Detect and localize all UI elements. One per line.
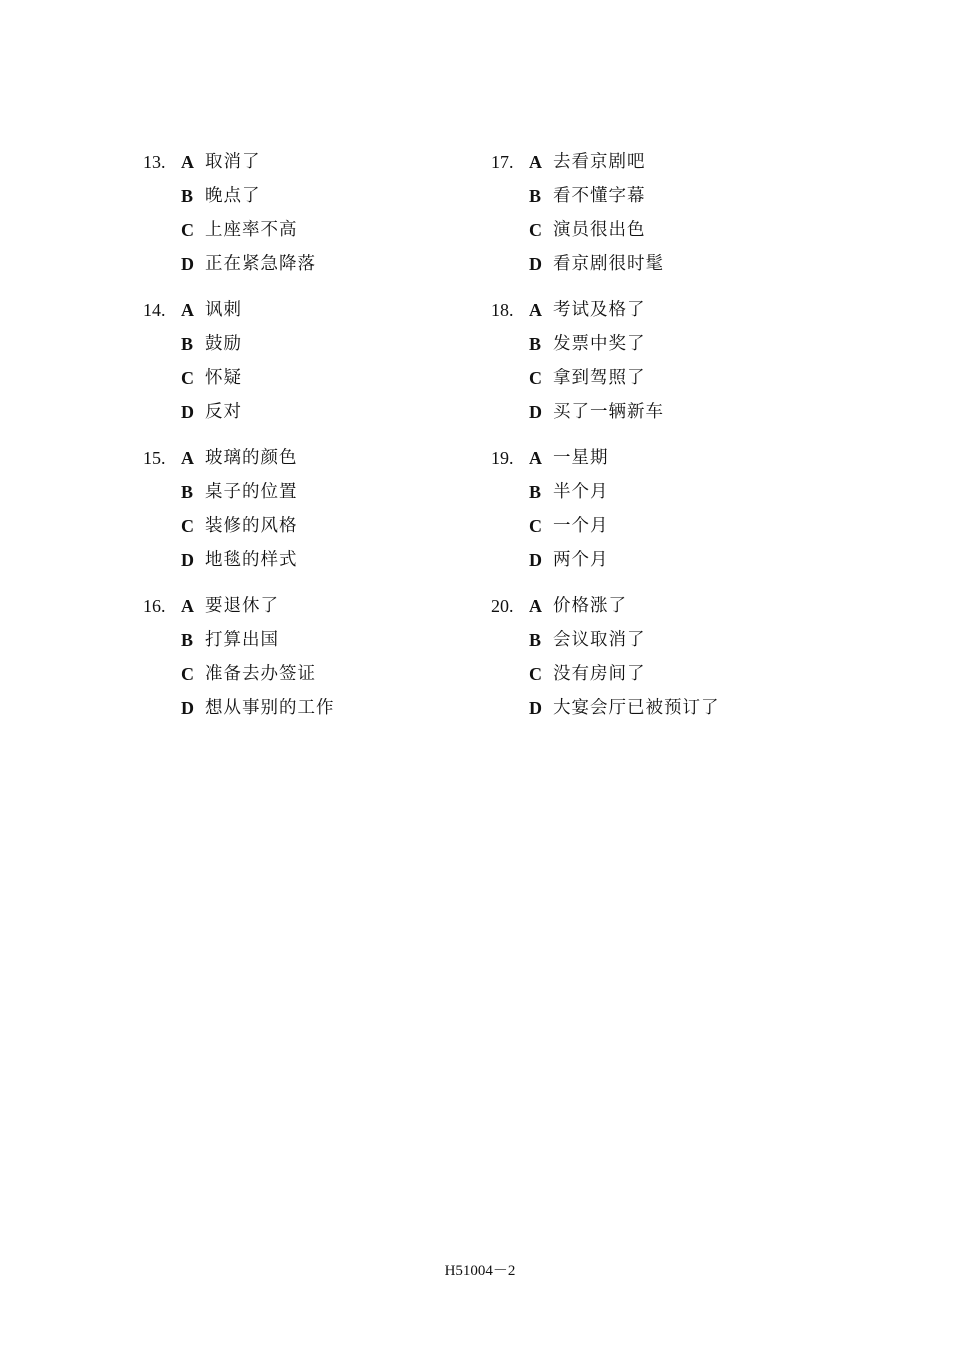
answer-option — [143, 179, 483, 213]
option-text: 上座率不高 — [205, 220, 298, 240]
option-text: 地毯的样式 — [205, 550, 298, 570]
answer-option — [143, 361, 483, 395]
option-text: 价格涨了 — [553, 596, 627, 616]
answer-option — [143, 327, 483, 361]
option-letter: D — [181, 698, 194, 718]
option-text: 怀疑 — [205, 368, 242, 388]
answer-option — [491, 623, 831, 657]
option-letter: B — [529, 186, 542, 206]
option-text: 没有房间了 — [553, 664, 646, 684]
answer-option — [491, 179, 831, 213]
option-letter: C — [529, 220, 542, 240]
option-letter: C — [181, 664, 194, 684]
question-number: 14. — [143, 300, 166, 320]
question-number: 19. — [491, 448, 514, 468]
option-text: 买了一辆新车 — [553, 402, 664, 422]
answer-option — [143, 145, 483, 179]
answer-option — [143, 395, 483, 429]
option-text: 讽刺 — [205, 300, 242, 320]
answer-option — [491, 657, 831, 691]
option-letter: D — [181, 402, 194, 422]
option-letter: A — [181, 300, 194, 320]
option-letter: A — [529, 596, 542, 616]
option-letter: D — [181, 254, 194, 274]
answer-option — [491, 327, 831, 361]
question-13 — [143, 145, 483, 281]
option-text: 准备去办签证 — [205, 664, 316, 684]
option-text: 正在紧急降落 — [205, 254, 316, 274]
question-number: 18. — [491, 300, 514, 320]
page-footer: H51004－2 — [444, 1263, 516, 1279]
answer-option — [143, 691, 483, 725]
option-letter: B — [181, 630, 194, 650]
option-letter: A — [181, 596, 194, 616]
option-letter: B — [181, 334, 194, 354]
question-20 — [491, 589, 831, 725]
option-text: 去看京剧吧 — [553, 152, 646, 172]
option-letter: B — [529, 630, 542, 650]
option-text: 鼓励 — [205, 334, 242, 354]
question-15 — [143, 441, 483, 577]
answer-option — [143, 293, 483, 327]
answer-option — [491, 293, 831, 327]
question-18 — [491, 293, 831, 429]
question-14 — [143, 293, 483, 429]
option-text: 考试及格了 — [553, 300, 646, 320]
question-number: 16. — [143, 596, 166, 616]
question-16 — [143, 589, 483, 725]
option-text: 要退休了 — [205, 596, 279, 616]
question-number: 13. — [143, 152, 166, 172]
answer-option — [143, 213, 483, 247]
answer-option — [143, 657, 483, 691]
answer-option — [491, 441, 831, 475]
question-number: 17. — [491, 152, 514, 172]
option-text: 演员很出色 — [553, 220, 646, 240]
option-letter: C — [529, 664, 542, 684]
answer-option — [143, 441, 483, 475]
answer-option — [491, 395, 831, 429]
option-letter: C — [181, 220, 194, 240]
option-letter: A — [529, 300, 542, 320]
answer-option — [491, 691, 831, 725]
option-text: 大宴会厅已被预订了 — [553, 698, 720, 718]
option-text: 反对 — [205, 402, 242, 422]
option-text: 玻璃的颜色 — [205, 448, 298, 468]
option-letter: A — [529, 152, 542, 172]
option-text: 拿到驾照了 — [553, 368, 646, 388]
question-19 — [491, 441, 831, 577]
answer-option — [143, 623, 483, 657]
option-text: 想从事别的工作 — [205, 698, 335, 718]
option-letter: C — [529, 516, 542, 536]
option-text: 一星期 — [553, 448, 609, 468]
option-letter: A — [529, 448, 542, 468]
option-text: 晚点了 — [205, 186, 261, 206]
option-text: 会议取消了 — [553, 630, 646, 650]
option-text: 装修的风格 — [205, 516, 298, 536]
answer-option — [491, 361, 831, 395]
option-letter: B — [529, 334, 542, 354]
option-letter: A — [181, 152, 194, 172]
option-text: 两个月 — [553, 550, 609, 570]
option-letter: C — [181, 368, 194, 388]
option-letter: D — [529, 550, 542, 570]
option-text: 取消了 — [205, 152, 261, 172]
answer-option — [143, 543, 483, 577]
option-text: 半个月 — [553, 482, 609, 502]
option-text: 一个月 — [553, 516, 609, 536]
answer-option — [491, 509, 831, 543]
answer-option — [491, 475, 831, 509]
answer-option — [491, 145, 831, 179]
option-letter: D — [529, 402, 542, 422]
option-letter: D — [529, 698, 542, 718]
option-letter: B — [529, 482, 542, 502]
option-text: 看不懂字幕 — [553, 186, 646, 206]
option-letter: C — [529, 368, 542, 388]
option-letter: B — [181, 482, 194, 502]
answer-option — [143, 247, 483, 281]
answer-option — [143, 589, 483, 623]
option-letter: D — [529, 254, 542, 274]
option-text: 看京剧很时髦 — [553, 254, 664, 274]
question-number: 20. — [491, 596, 514, 616]
option-text: 发票中奖了 — [553, 334, 646, 354]
answer-option — [491, 213, 831, 247]
question-17 — [491, 145, 831, 281]
option-text: 打算出国 — [205, 630, 279, 650]
option-letter: A — [181, 448, 194, 468]
answer-option — [491, 589, 831, 623]
option-letter: D — [181, 550, 194, 570]
answer-option — [491, 247, 831, 281]
answer-option — [143, 475, 483, 509]
answer-option — [491, 543, 831, 577]
option-letter: C — [181, 516, 194, 536]
answer-option — [143, 509, 483, 543]
option-text: 桌子的位置 — [205, 482, 298, 502]
question-number: 15. — [143, 448, 166, 468]
option-letter: B — [181, 186, 194, 206]
